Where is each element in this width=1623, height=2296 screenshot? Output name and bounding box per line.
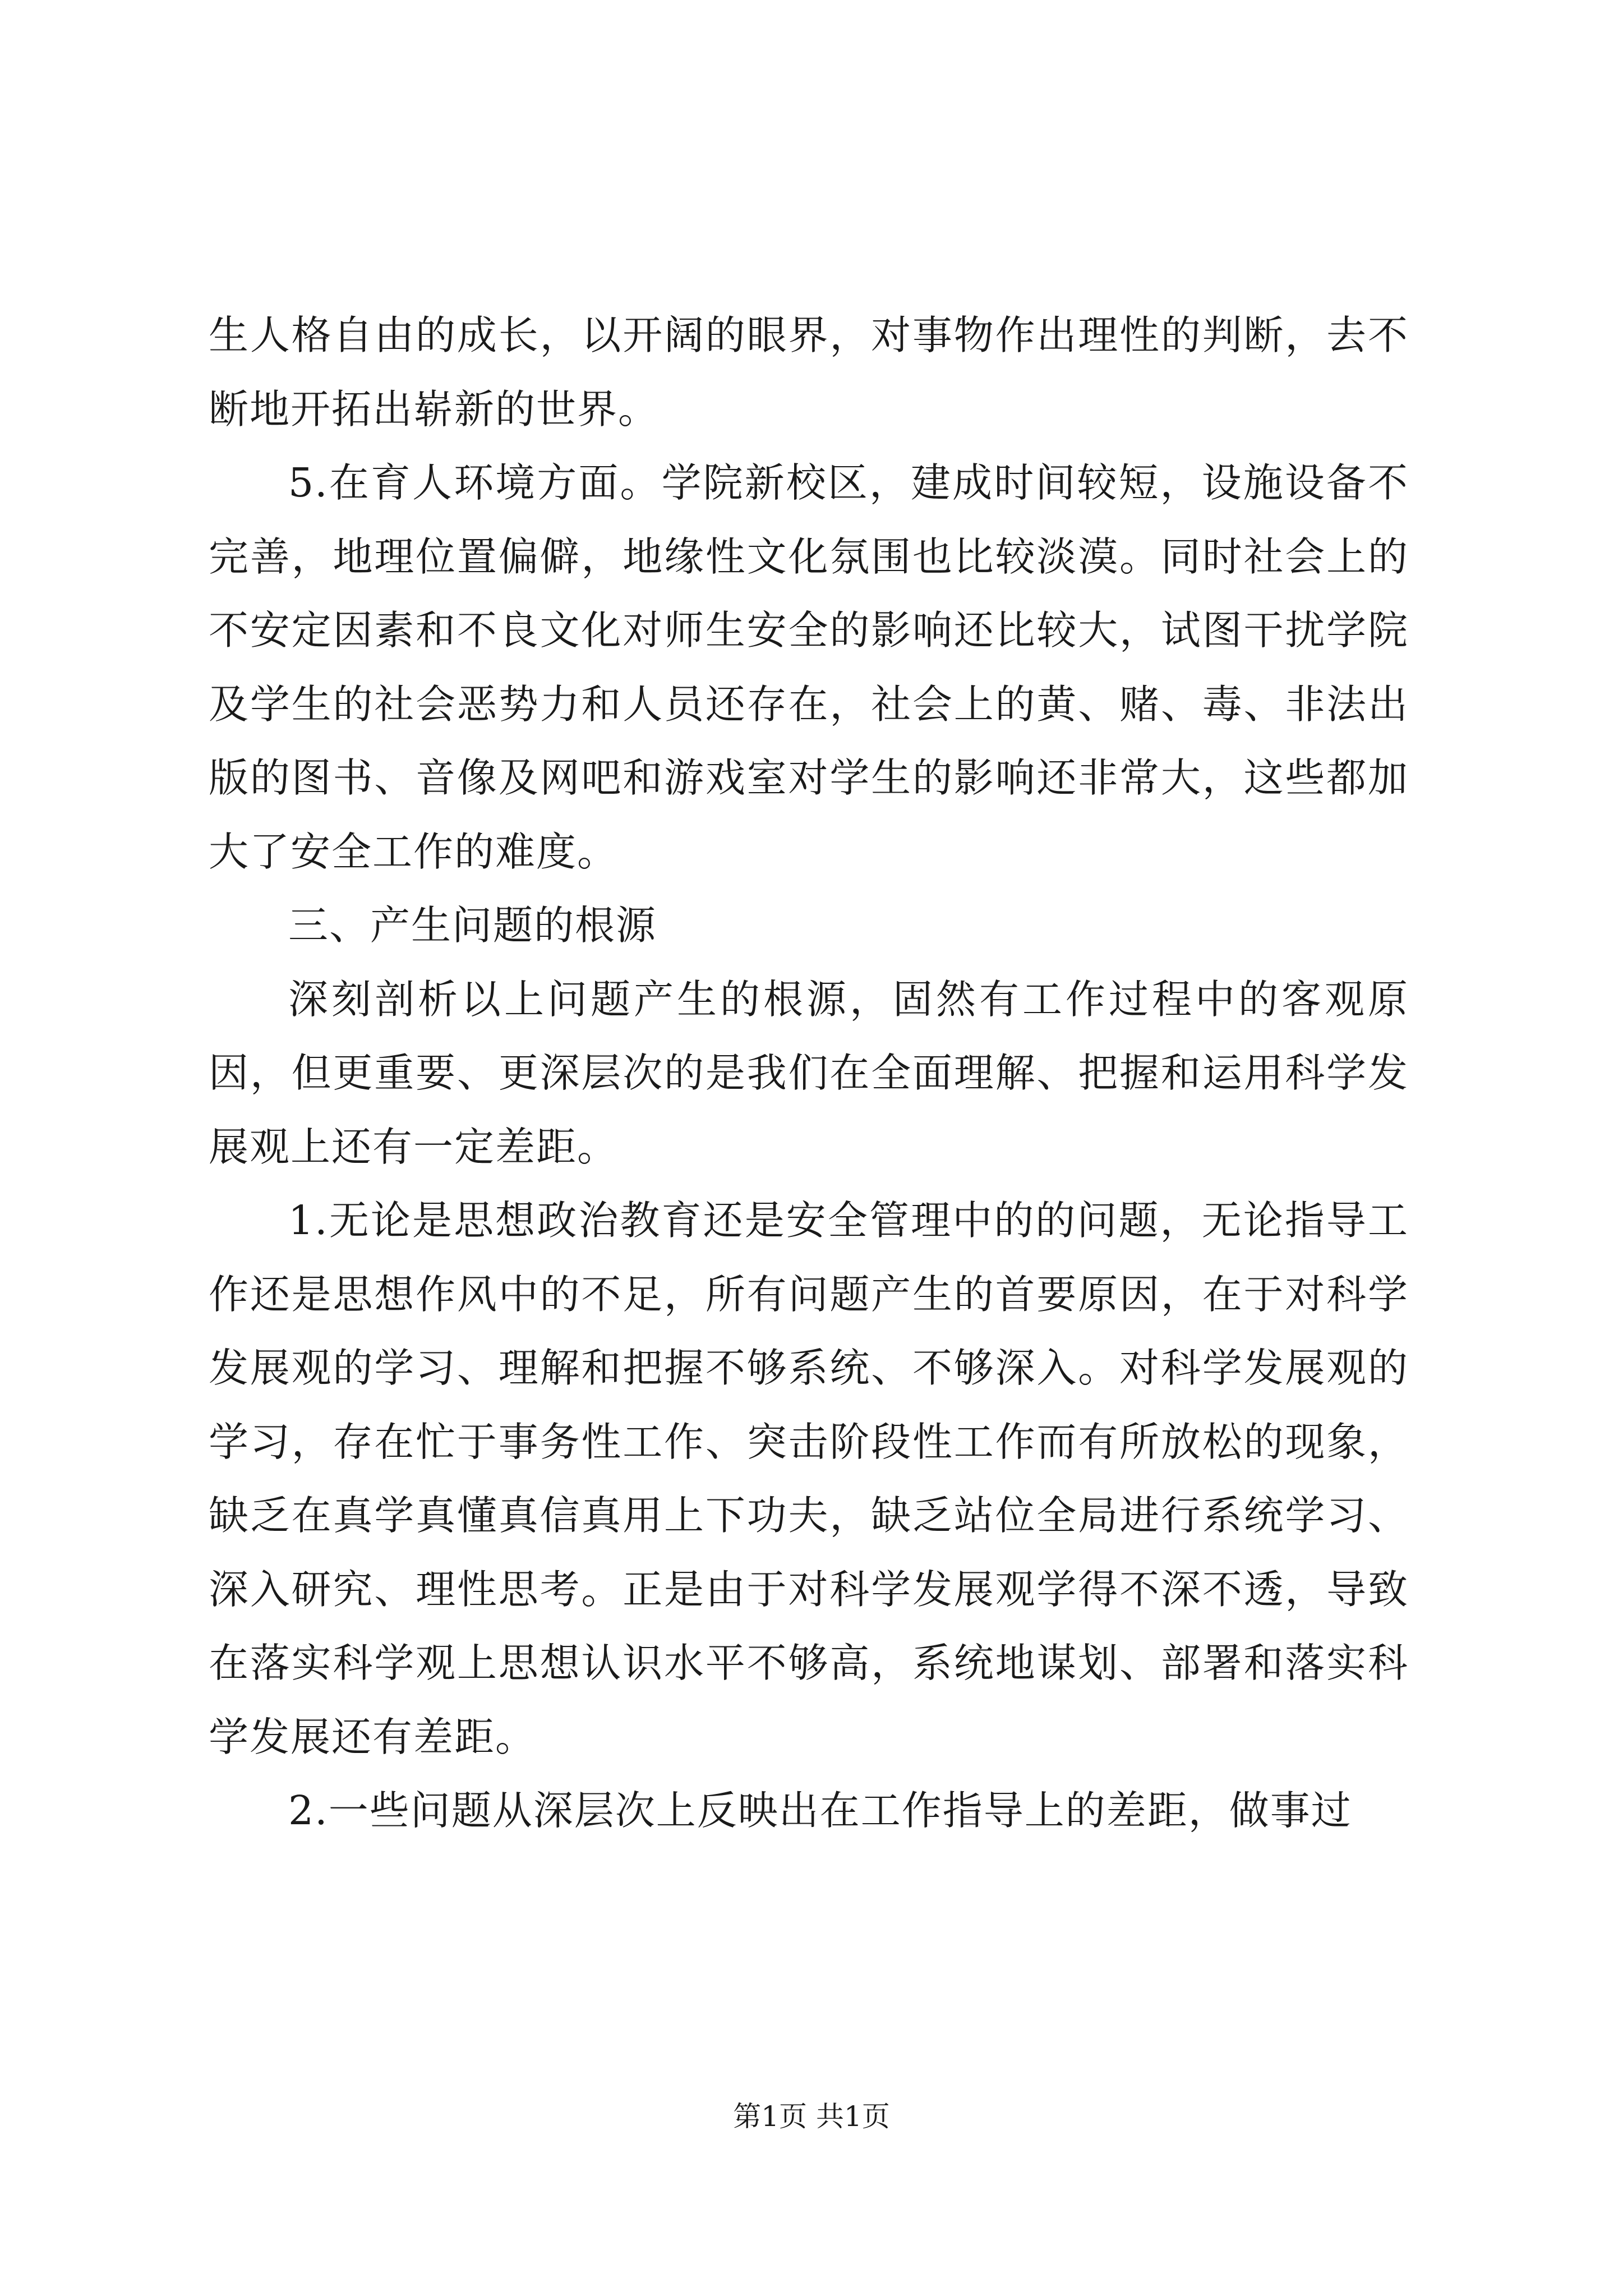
paragraph-item-2: 2.一些问题从深层次上反映出在工作指导上的差距，做事过 — [288, 1787, 1352, 1834]
page-footer: 第1页 共1页 — [733, 2100, 890, 2133]
paragraph-item-1: 1.无论是思想政治教育还是安全管理中的的问题，无论指导工作还是思想作风中的不足，所有问题产生的首要原因，在于对科学发展观的学习、理解和把握不够系统、不够深入。对科学发展观的学习，存在忙于事务性工作、突击阶段性工作而有所放松的现象，缺乏在真学真懂真信真用上下功夫，缺乏站位全局进行系统学习、深入研究、理性思考。正是由于对科学发展观学得不深不透，导致在落实科学观上思想认识水平不够高，系统地谋划、部署和落实科学发展还有差距。 — [209, 1197, 1409, 1760]
paragraph-item-5: 5.在育人环境方面。学院新校区，建成时间较短，设施设备不完善，地理位置偏僻，地缘性文化氛围也比较淡漠。同时社会上的不安定因素和不良文化对师生安全的影响还比较大，试图干扰学院及学生的社会恶势力和人员还存在，社会上的黄、赌、毒、非法出版的图书、音像及网吧和游戏室对学生的影响还非常大，这些都加大了安全工作的难度。 — [209, 459, 1409, 875]
document-body — [209, 298, 1409, 1848]
paragraph-continuation: 生人格自由的成长，以开阔的眼界，对事物作出理性的判断，去不断地开拓出崭新的世界。 — [209, 312, 1409, 432]
paragraph-root-cause-intro: 深刻剖析以上问题产生的根源，固然有工作过程中的客观原因，但更重要、更深层次的是我们在全面理解、把握和运用科学发展观上还有一定差距。 — [209, 976, 1409, 1170]
section-heading: 三、产生问题的根源 — [288, 902, 657, 949]
